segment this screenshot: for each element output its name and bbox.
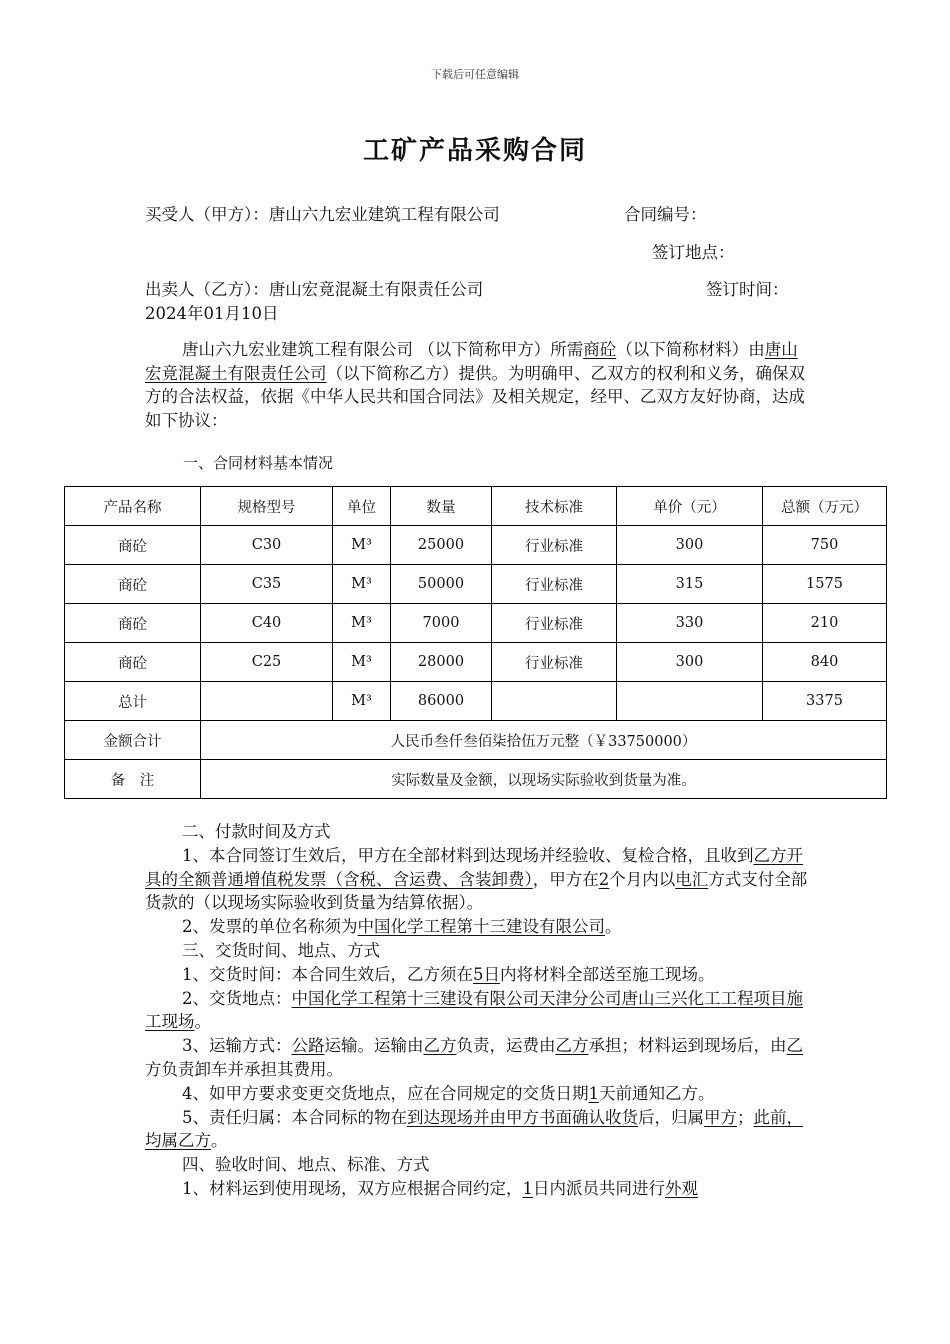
clause-text: 2、发票的单位名称须为 xyxy=(182,917,358,937)
intro-text-3: （以下简称乙方）提供。为明确甲、乙双方的权利和义务，确保双方的合法权益，依据《中华人民共和国合同法》及相关规定，经甲、乙双方友好协商，达成如下协议： xyxy=(145,363,805,430)
table-row xyxy=(65,643,887,682)
table-cell: 300 xyxy=(617,643,763,682)
clause-text: 。 xyxy=(605,917,622,937)
table-cell: C25 xyxy=(201,643,333,682)
intro-material: 商砼 xyxy=(583,340,617,359)
table-cell: C35 xyxy=(201,565,333,604)
table-cell xyxy=(492,682,617,721)
table-header-cell: 技术标准 xyxy=(492,487,617,526)
section3-title: 三、交货时间、地点、方式 xyxy=(182,940,380,960)
inspection-days: 1 xyxy=(522,1178,533,1198)
section2-clause-2 xyxy=(145,915,810,939)
ownership-condition: 到达现场并由甲方书面确认收货 xyxy=(407,1107,638,1127)
remark-value: 实际数量及金额，以现场实际验收到货量为准。 xyxy=(201,760,887,799)
payment-method: 电汇 xyxy=(675,869,709,889)
clause-text: ，甲方在 xyxy=(532,869,599,889)
intro-text-1: （以下简称甲方）所需 xyxy=(418,340,584,359)
clause-text: 内将材料全部送至施工现场。 xyxy=(500,964,715,984)
amount-label: 金额合计 xyxy=(65,721,201,760)
intro-company: 唐山六九宏业建筑工程有限公司 xyxy=(182,340,413,359)
contract-title: 工矿产品采购合同 xyxy=(362,136,587,166)
amount-value: 人民币叁仟叁佰柒拾伍万元整（￥33750000） xyxy=(201,721,887,760)
table-cell: 商砼 xyxy=(65,604,201,643)
table-cell: 750 xyxy=(763,526,887,565)
clause-text: 承担；材料运到现场后，由 xyxy=(588,1036,787,1056)
intro-supplier: 唐山宏竟混凝土有限责任公司 xyxy=(145,340,798,383)
clause-text: 。 xyxy=(194,1012,211,1032)
clause-text: 3、运输方式： xyxy=(182,1036,292,1056)
payment-months: 2 xyxy=(598,869,610,889)
table-cell: 商砼 xyxy=(65,526,201,565)
table-cell: 行业标准 xyxy=(492,604,617,643)
table-cell: 330 xyxy=(617,604,763,643)
table-cell: 1575 xyxy=(763,565,887,604)
unloading-party: 乙 xyxy=(786,1036,803,1056)
table-cell: 315 xyxy=(617,565,763,604)
clause-text: 运输。运输由 xyxy=(324,1036,424,1056)
table-cell: 28000 xyxy=(391,643,492,682)
clause-text: 。 xyxy=(211,1131,228,1151)
section3-clause-2 xyxy=(145,987,810,1035)
table-total-row xyxy=(65,682,887,721)
section3-clause-3 xyxy=(145,1034,810,1082)
table-cell: M³ xyxy=(333,526,391,565)
table-cell: 商砼 xyxy=(65,643,201,682)
table-cell: 300 xyxy=(617,526,763,565)
clause-text: 方式支付全部货款的（以现场实际验收到货量为结算依据）。 xyxy=(145,869,808,913)
transport-way: 公路 xyxy=(291,1036,325,1056)
table-cell: C30 xyxy=(201,526,333,565)
section3-clause-5 xyxy=(145,1106,810,1154)
sign-place-label: 签订地点： xyxy=(652,243,735,262)
notice-days: 1 xyxy=(588,1083,599,1103)
table-header-cell: 单位 xyxy=(333,487,391,526)
section4-title: 四、验收时间、地点、标准、方式 xyxy=(182,1155,430,1175)
clause-text: 方负责卸车并承担其费用。 xyxy=(145,1059,343,1079)
table-header-cell: 总额（万元） xyxy=(763,487,887,526)
clause-text: 4、如甲方要求变更交货地点，应在合同规定的交货日期 xyxy=(182,1083,589,1103)
buyer-name: 唐山六九宏业建筑工程有限公司 xyxy=(268,205,500,224)
table-amount-row xyxy=(65,721,887,760)
delivery-days: 5日 xyxy=(473,964,500,984)
table-cell xyxy=(201,682,333,721)
ownership-party: 甲方 xyxy=(704,1107,737,1127)
table-header-cell: 产品名称 xyxy=(65,487,201,526)
intro-text-2: （以下简称材料）由 xyxy=(616,340,765,359)
table-cell: 210 xyxy=(763,604,887,643)
table-header-cell: 单价（元） xyxy=(617,487,763,526)
table-cell: 总计 xyxy=(65,682,201,721)
table-cell: M³ xyxy=(333,604,391,643)
invoice-requirement: 乙方开具的全额普通增值税发票（含税、含运费、含装卸费） xyxy=(145,845,803,889)
inspection-way: 外观 xyxy=(665,1178,698,1198)
sign-date: 2024年01月10日 xyxy=(145,304,279,323)
table-cell: 25000 xyxy=(391,526,492,565)
ownership-before: 此前，均属乙方 xyxy=(145,1107,803,1151)
header-note: 下载后可任意编辑 xyxy=(431,68,519,81)
table-cell: 86000 xyxy=(391,682,492,721)
clause-text: ； xyxy=(737,1107,754,1127)
materials-table xyxy=(64,486,887,799)
table-row xyxy=(65,565,887,604)
table-cell: 商砼 xyxy=(65,565,201,604)
table-cell: M³ xyxy=(333,565,391,604)
clause-text: 1、本合同签订生效后，甲方在全部材料到达现场并经验收、复检合格，且收到 xyxy=(182,845,754,865)
clause-text: 5、责任归属：本合同标的物在 xyxy=(182,1107,407,1127)
clause-text: 天前通知乙方。 xyxy=(599,1083,715,1103)
table-header-row xyxy=(65,487,887,526)
transport-carrier: 乙方 xyxy=(423,1036,457,1056)
table-row xyxy=(65,604,887,643)
table-cell: 行业标准 xyxy=(492,565,617,604)
section1-title: 一、合同材料基本情况 xyxy=(183,454,334,472)
table-header-cell: 数量 xyxy=(391,487,492,526)
seller-line xyxy=(145,276,483,300)
table-cell: 行业标准 xyxy=(492,526,617,565)
intro-paragraph xyxy=(145,338,810,432)
table-cell: 7000 xyxy=(391,604,492,643)
seller-name: 唐山宏竟混凝土有限责任公司 xyxy=(268,280,484,299)
contract-no-label: 合同编号： xyxy=(624,205,707,224)
table-cell: 50000 xyxy=(391,565,492,604)
clause-text: 日内派员共同进行 xyxy=(533,1178,665,1198)
clause-text: 1、材料运到使用现场，双方应根据合同约定， xyxy=(182,1178,523,1198)
clause-text: 1、交货时间：本合同生效后，乙方须在 xyxy=(182,964,473,984)
buyer-label: 买受人（甲方）： xyxy=(145,205,269,224)
contract-body xyxy=(145,820,810,1201)
table-cell: 3375 xyxy=(763,682,887,721)
table-cell: M³ xyxy=(333,682,391,721)
section2-clause-1 xyxy=(145,844,810,915)
section3-clause-1 xyxy=(145,963,810,987)
section4-clause-1 xyxy=(145,1177,810,1201)
table-cell: C40 xyxy=(201,604,333,643)
table-cell xyxy=(617,682,763,721)
table-cell: 行业标准 xyxy=(492,643,617,682)
clause-text: 个月内以 xyxy=(609,869,676,889)
table-header-cell: 规格型号 xyxy=(201,487,333,526)
delivery-place: 中国化学工程第十三建设有限公司天津分公司唐山三兴化工工程项目施工现场 xyxy=(145,988,803,1032)
table-row xyxy=(65,526,887,565)
clause-text: 负责，运费由 xyxy=(456,1036,556,1056)
invoice-company: 中国化学工程第十三建设有限公司 xyxy=(357,917,605,937)
table-cell: M³ xyxy=(333,643,391,682)
sign-time-label: 签订时间： xyxy=(706,280,789,299)
table-remark-row xyxy=(65,760,887,799)
seller-label: 出卖人（乙方）： xyxy=(145,280,269,299)
clause-text: 2、交货地点： xyxy=(182,988,292,1008)
section3-clause-4 xyxy=(145,1082,810,1106)
table-cell: 840 xyxy=(763,643,887,682)
freight-payer: 乙方 xyxy=(555,1036,589,1056)
buyer-line xyxy=(145,201,500,225)
clause-text: 后，归属 xyxy=(638,1107,704,1127)
section2-title: 二、付款时间及方式 xyxy=(182,822,331,841)
remark-label: 备 注 xyxy=(65,760,201,799)
